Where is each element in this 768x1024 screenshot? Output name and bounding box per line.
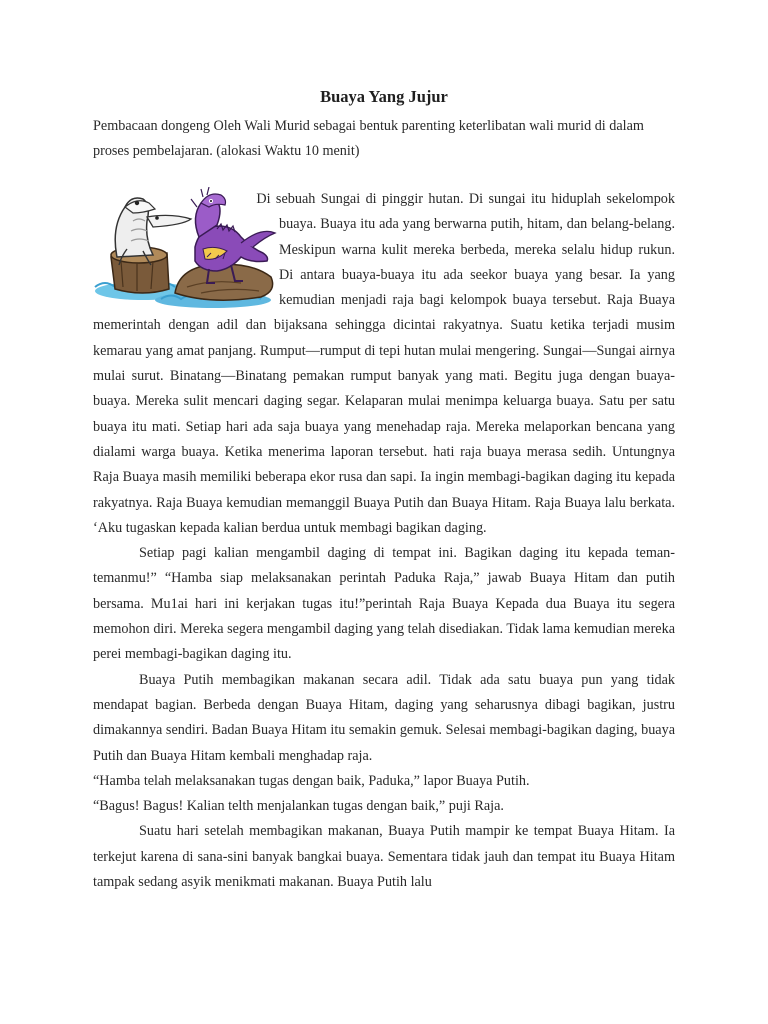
document-title: Buaya Yang Jujur (320, 87, 448, 106)
story-body (93, 187, 675, 895)
crocodiles-on-rocks-illustration (91, 187, 277, 309)
story-paragraph: Buaya Putih membagikan makanan secara adil. Tidak ada satu buaya pun yang tidak mendapat bagian. Berbeda dengan Buaya Hitam, daging yang seharusnya dibagi bagikan, justru dimakannya sendiri. Badan Buaya Hitam itu semakin gemuk. Selesai membagi-bagikan daging, buaya Putih dan Buaya Hitam kembali menghadap raja. (93, 671, 675, 764)
story-paragraph: Di sebuah Sungai di pinggir hutan. Di sungai itu hiduplah sekelompok buaya. Buaya itu ada yang berwarna putih, hitam, dan belang-belang. Meskipun warna kulit mereka berbeda, mereka selalu hidup rukun. Di antara buaya-buaya itu ada seekor buaya yang besar. Ia yang kemudian menjadi raja bagi kelompok buaya tersebut. Raja Buaya memerintah dengan adil dan bijaksana sehingga dicintai rakyatnya. Suatu ketika terjadi musim kemarau yang amat panjang. Rumput—rumput di tepi hutan mulai mengering. Sungai—Sungai airnya mulai surut. Binatang—Binatang pemakan rumput banyak yang mati. Begitu juga dengan buaya-buaya. Mereka sulit mencari daging segar. Kelaparan mulai menimpa keluarga buaya. Satu per satu buaya itu mati. Setiap hari ada saja buaya yang menehadap raja. Mereka melaporkan bencana yang dialami warga buaya. Ketika menerima laporan tersebut. hati raja buaya merasa sedih. Untungnya Raja Buaya masih memiliki beberapa ekor rusa dan sapi. Ia ingin membagi-bagikan daging itu kepada rakyatnya. Raja Buaya kemudian memanggil Buaya Putih dan Buaya Hitam. Raja Buaya lalu berkata. ‘Aku tugaskan kepada kalian berdua untuk membagi bagikan daging. (93, 191, 675, 536)
dialogue-line: “Hamba telah melaksanakan tugas dengan baik, Paduka,” lapor Buaya Putih. (93, 772, 530, 789)
intro-paragraph: Pembacaan dongeng Oleh Wali Murid sebagai bentuk parenting keterlibatan wali murid di dalam proses pembelajaran. (alokasi Waktu 10 menit) (93, 118, 644, 160)
story-paragraph: Suatu hari setelah membagikan makanan, Buaya Putih mampir ke tempat Buaya Hitam. Ia terkejut karena di sana-sini banyak bangkai buaya. Sementara tidak jauh dan tempat itu Buaya Hitam tampak sedang asyik menikmati makanan. Buaya Putih lalu (93, 823, 675, 891)
dialogue-line: “Bagus! Bagus! Kalian telth menjalankan tugas dengan baik,” puji Raja. (93, 798, 504, 815)
story-paragraph: Setiap pagi kalian mengambil daging di tempat ini. Bagikan daging itu kepada teman-temanmu!” “Hamba siap melaksanakan perintah Paduka Raja,” jawab Buaya Hitam dan putih bersama. Mu1ai hari ini kerjakan tugas itu!”perintah Raja Buaya Kepada dua Buaya itu segera memohon diri. Mereka segera mengambil daging yang telah disediakan. Tidak lama kemudian mereka perei membagi-bagikan daging itu. (93, 545, 675, 663)
